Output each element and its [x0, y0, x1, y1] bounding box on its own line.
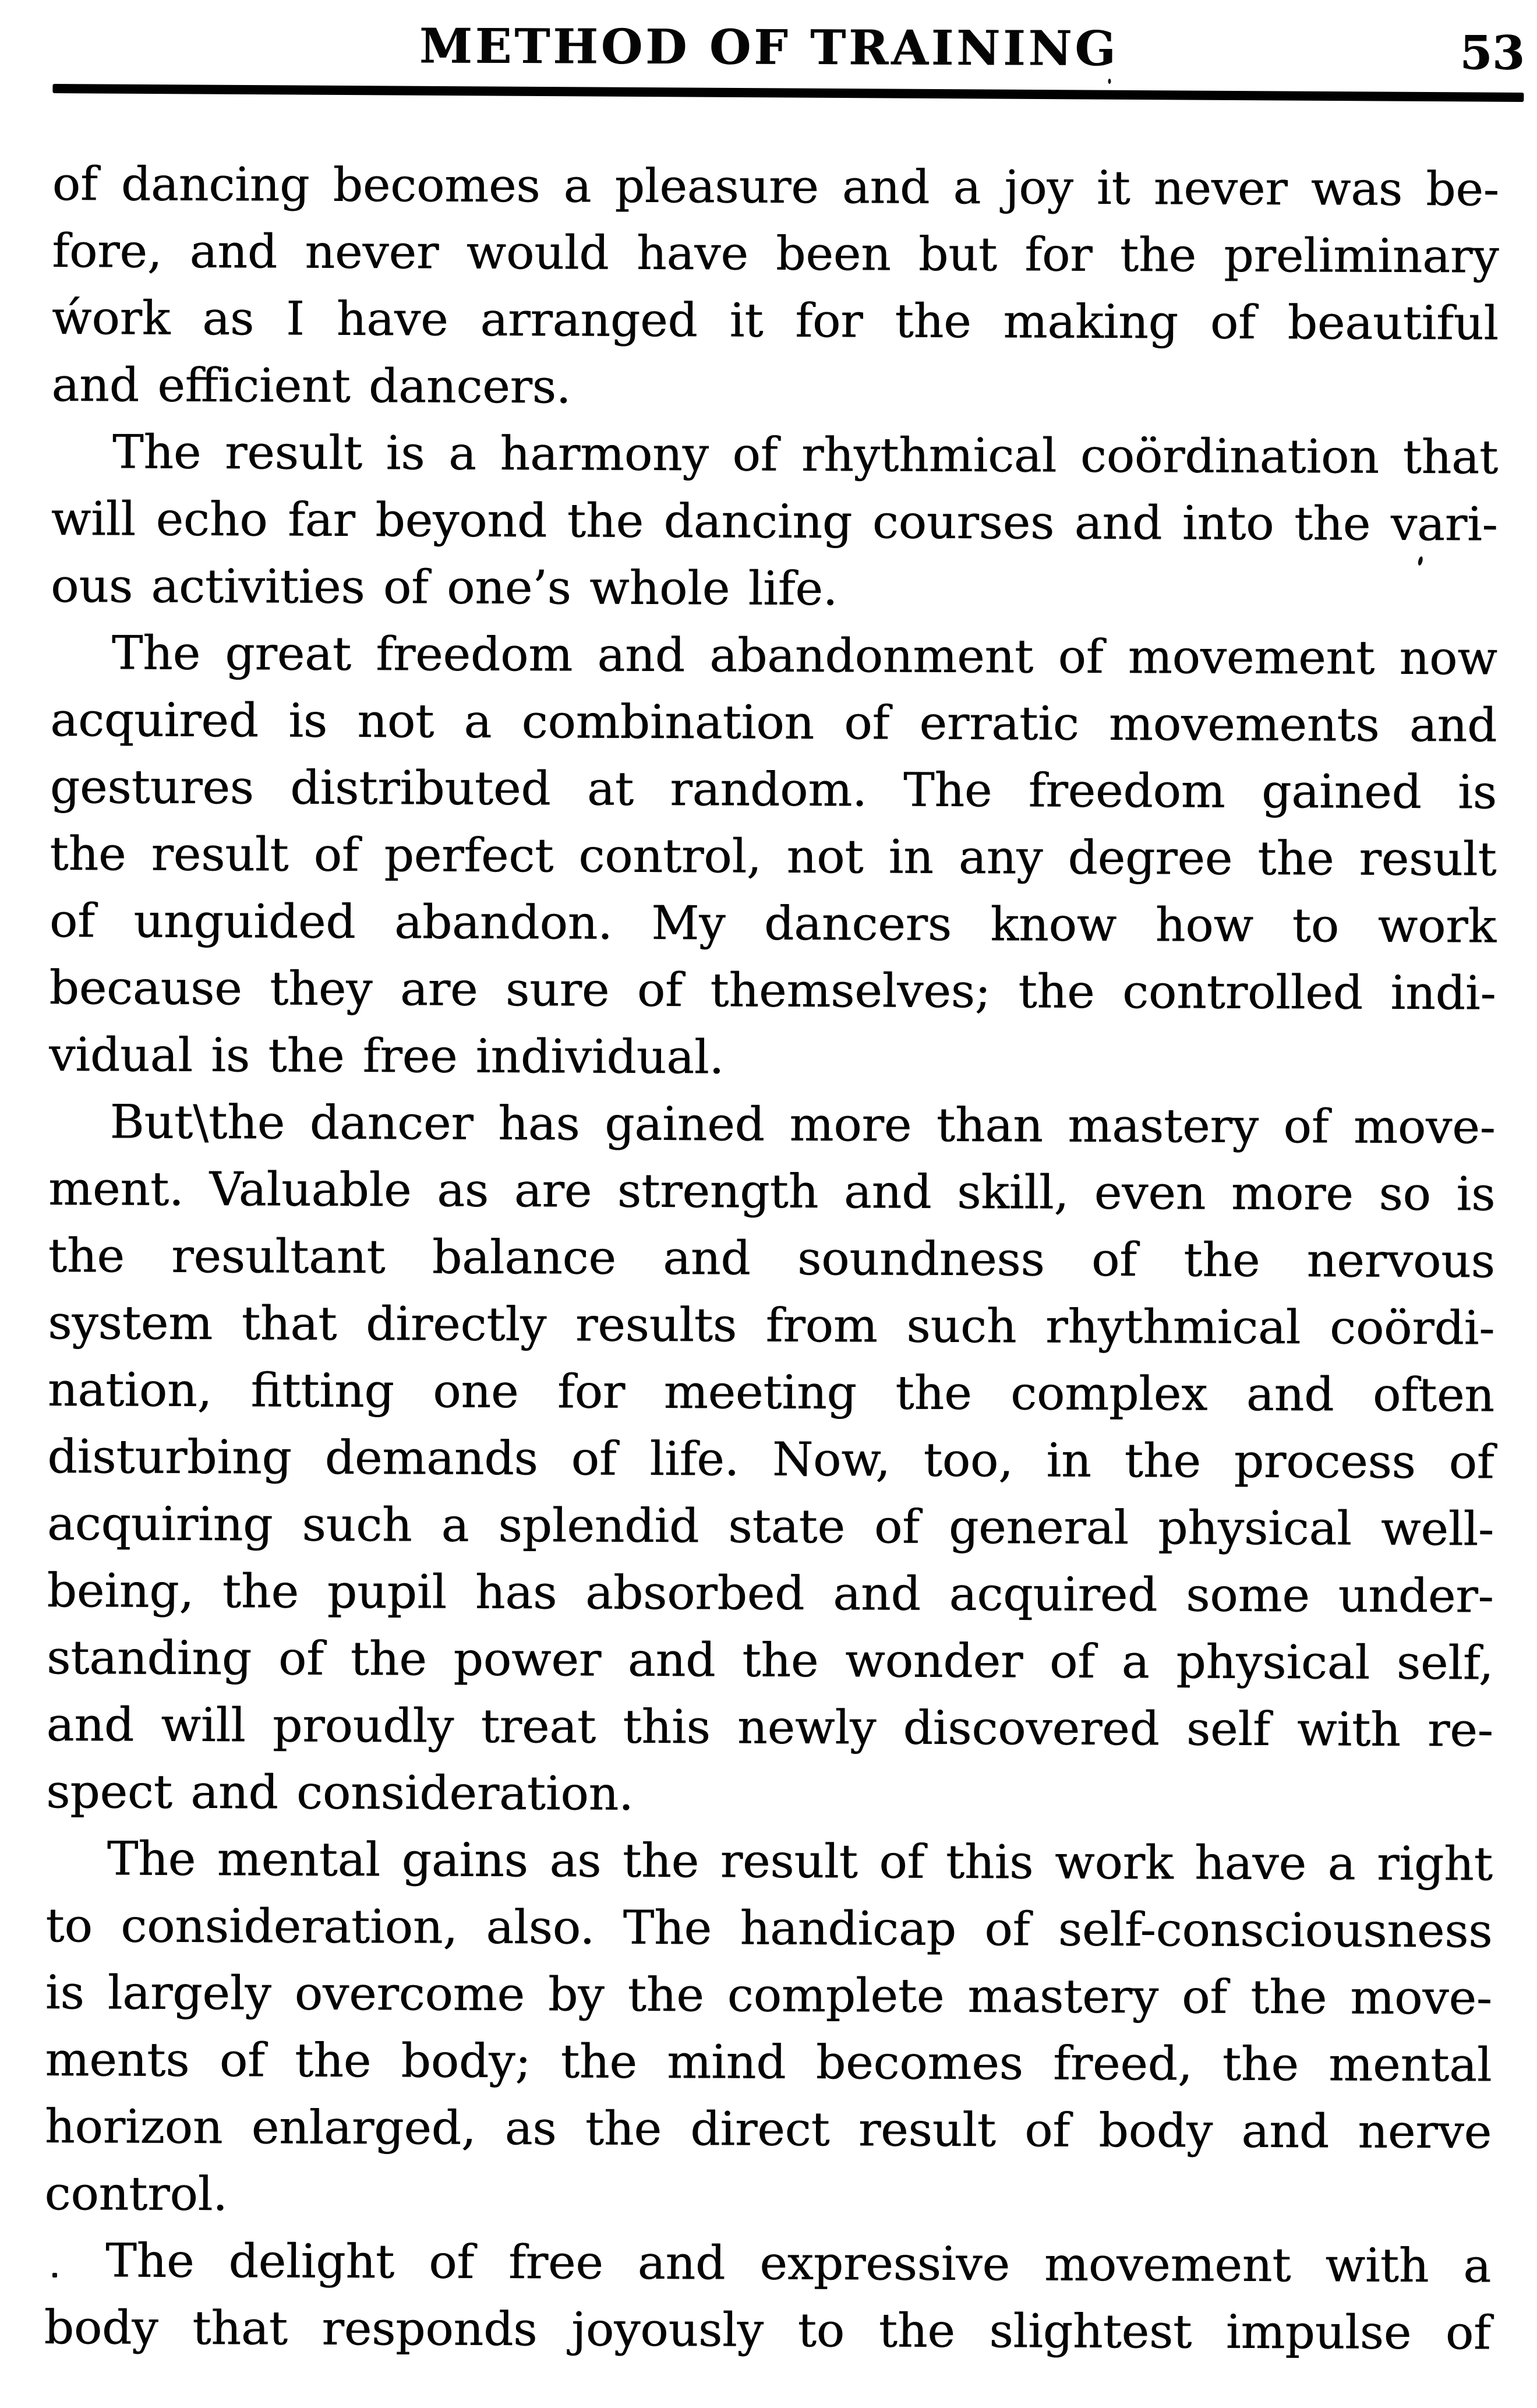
- text-line: because they are sure of themselves; the controlled indi-: [49, 960, 1496, 1021]
- text-line: ment. Valuable as are strength and skill, even more so is: [48, 1161, 1496, 1221]
- paragraph: [51, 418, 1498, 625]
- text-line: to consideration, also. The handicap of self-consciousness: [45, 1898, 1493, 1958]
- paragraph: [49, 619, 1497, 1094]
- text-line: gestures distributed at random. The freedom gained is: [50, 759, 1497, 820]
- page-text: [44, 150, 1499, 2367]
- text-line: and efficient dancers.: [51, 357, 571, 414]
- text-line: and will proudly treat this newly discovered self with re-: [46, 1697, 1493, 1757]
- text-line: the result of perfect control, not in any degree the result: [50, 826, 1497, 887]
- text-line: of dancing becomes a pleasure and a joy it never was be-: [52, 156, 1499, 217]
- text-line: The result is a harmony of rhythmical coördination that: [112, 425, 1499, 485]
- text-line: is largely overcome by the complete mastery of the move-: [45, 1965, 1493, 2025]
- running-head-title: METHOD OF TRAINING: [419, 18, 1119, 77]
- text-line: body that responds joyously to the slightest impulse of: [44, 2300, 1491, 2360]
- page-number: 53: [1460, 25, 1525, 80]
- paragraph: [44, 1825, 1493, 2233]
- header-rule: [52, 84, 1524, 102]
- text-line: vidual is the free individual.: [48, 1027, 725, 1085]
- paragraph: [51, 150, 1499, 424]
- text-line: acquiring such a splendid state of general physical well-: [47, 1496, 1494, 1556]
- paragraph: [44, 2227, 1491, 2367]
- text-line: spect and consideration.: [46, 1764, 634, 1821]
- text-line: standing of the power and the wonder of a physical self,: [46, 1630, 1494, 1690]
- text-line: ments of the body; the mind becomes freed, the mental: [45, 2032, 1492, 2092]
- scan-speck: [1108, 79, 1111, 84]
- text-line: acquired is not a combination of erratic movements and: [50, 692, 1497, 753]
- text-line: But\the dancer has gained more than mastery of move-: [109, 1094, 1496, 1154]
- paragraph: [46, 1088, 1496, 1831]
- text-line: will echo far beyond the dancing courses and into the vari-: [51, 491, 1498, 552]
- text-line: horizon enlarged, as the direct result of body and nerve: [44, 2099, 1492, 2159]
- text-line: being, the pupil has absorbed and acquired some under-: [47, 1563, 1494, 1623]
- text-line: ẃork as I have arranged it for the making of beautiful: [51, 290, 1499, 351]
- text-line: ous activities of one’s whole life.: [50, 558, 838, 616]
- text-line: The mental gains as the result of this work have a right: [107, 1831, 1493, 1891]
- text-line: fore, and never would have been but for the preliminary: [52, 223, 1499, 284]
- text-line: The delight of free and expressive movement with a: [105, 2233, 1492, 2293]
- text-line: the resultant balance and soundness of the nervous: [48, 1228, 1495, 1288]
- scan-speck: [52, 2273, 57, 2278]
- text-line: The great freedom and abandonment of movement now: [111, 626, 1497, 686]
- text-line: system that directly results from such rhythmical coördi-: [48, 1295, 1495, 1355]
- text-line: of unguided abandon. My dancers know how to work: [49, 893, 1497, 954]
- text-line: nation, fitting one for meeting the complex and often: [47, 1362, 1494, 1422]
- text-line: disturbing demands of life. Now, too, in the process of: [47, 1429, 1494, 1489]
- text-line: control.: [44, 2166, 228, 2222]
